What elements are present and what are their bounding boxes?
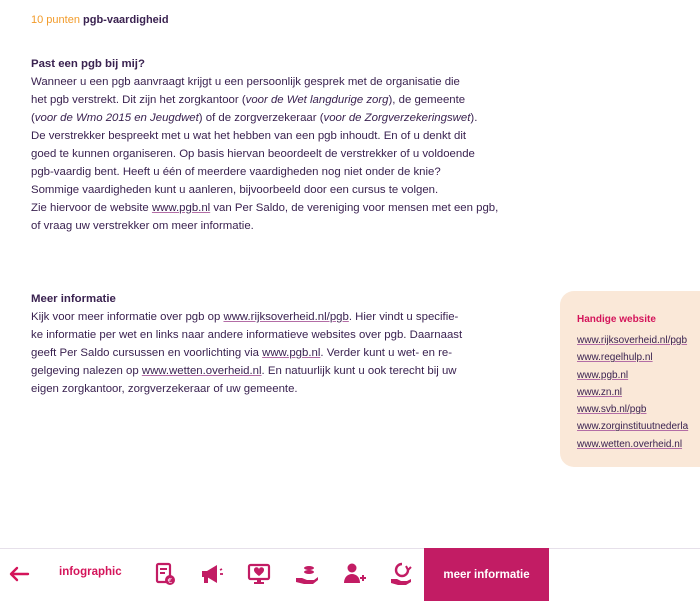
text-line: geeft Per Saldo cursussen en voorlichting via www.pgb.nl. Verder kunt u wet- en re- [31,347,453,359]
meer-informatie-button[interactable]: meer informatie [424,548,549,601]
text-line: goed te kunnen organiseren. Op basis hiervan beoordeelt de verstrekker of u voldoende [31,148,475,160]
text-line: (voor de Wmo 2015 en Jeugdwet) of de zorgverzekeraar (voor de Zorgverzekeringswet). [31,112,478,124]
website-link[interactable]: www.wetten.overheid.nl [577,438,683,450]
infographic-link[interactable]: infographic [59,566,122,578]
page-header [31,14,169,26]
text-line: Kijk voor meer informatie over pgb op www.rijksoverheid.nl/pgb. Hier vindt u specifie- [31,311,459,323]
point-number: 10 punten [31,14,80,26]
panel-title: Handige website [577,314,656,325]
page-title: pgb-vaardigheid [83,14,169,26]
hand-coins-icon[interactable] [294,561,320,587]
monitor-heart-icon[interactable] [246,561,272,587]
section-meer-informatie [31,290,531,398]
bottom-navigation [0,548,700,604]
text-line: pgb-vaardig bent. Heeft u één of meerdere vaardigheden nog niet onder de knie? [31,166,441,178]
section-body [31,73,531,235]
section-heading: Meer informatie [31,293,116,305]
text-line: Zie hiervoor de website www.pgb.nl van Per Saldo, de vereniging voor mensen met een pgb, [31,202,499,214]
useful-websites-panel [560,291,700,467]
website-link[interactable]: www.rijksoverheid.nl/pgb [577,335,688,346]
hand-refresh-icon[interactable] [389,561,415,587]
pgb-link[interactable]: www.pgb.nl [151,202,211,214]
megaphone-icon[interactable] [198,561,224,587]
text-line: Sommige vaardigheden kunt u aanleren, bijvoorbeeld door een cursus te volgen. [31,184,439,196]
rijksoverheid-link[interactable]: www.rijksoverheid.nl/pgb [223,311,349,323]
text-line: het pgb verstrekt. Dit zijn het zorgkantoor (voor de Wet langdurige zorg), de gemeente [31,94,466,106]
person-add-icon[interactable] [341,561,367,587]
website-link[interactable]: www.zorginstituutnederla [577,421,689,433]
section-heading: Past een pgb bij mij? [31,58,145,70]
text-line: gelgeving nalezen op www.wetten.overheid.nl. En natuurlijk kunt u ook terecht bij uw [31,365,457,377]
euro-document-icon[interactable] [152,561,178,587]
website-link[interactable]: www.regelhulp.nl [577,352,653,364]
website-link[interactable]: www.svb.nl/pgb [577,404,647,416]
website-link[interactable]: www.zn.nl [577,386,623,398]
arrow-left-icon[interactable] [8,563,30,585]
text-line: De verstrekker bespreekt met u wat het hebben van een pgb inhoudt. En of u denkt dit [31,130,467,142]
website-link[interactable]: www.pgb.nl [577,369,629,381]
section-body [31,308,531,398]
svg-text:€: € [167,577,173,585]
wetten-link[interactable]: www.wetten.overheid.nl [141,365,262,377]
text-line: ke informatie per wet en links naar andere informatieve websites over pgb. Daarnaast [31,329,463,341]
section-past-een-pgb [31,55,531,235]
text-line: Wanneer u een pgb aanvraagt krijgt u een persoonlijk gesprek met de organisatie die [31,76,460,88]
text-line: of vraag uw verstrekker om meer informatie. [31,220,254,232]
pgb-link[interactable]: www.pgb.nl [262,347,321,359]
website-list [577,332,688,453]
text-line: eigen zorgkantoor, zorgverzekeraar of uw gemeente. [31,383,298,395]
